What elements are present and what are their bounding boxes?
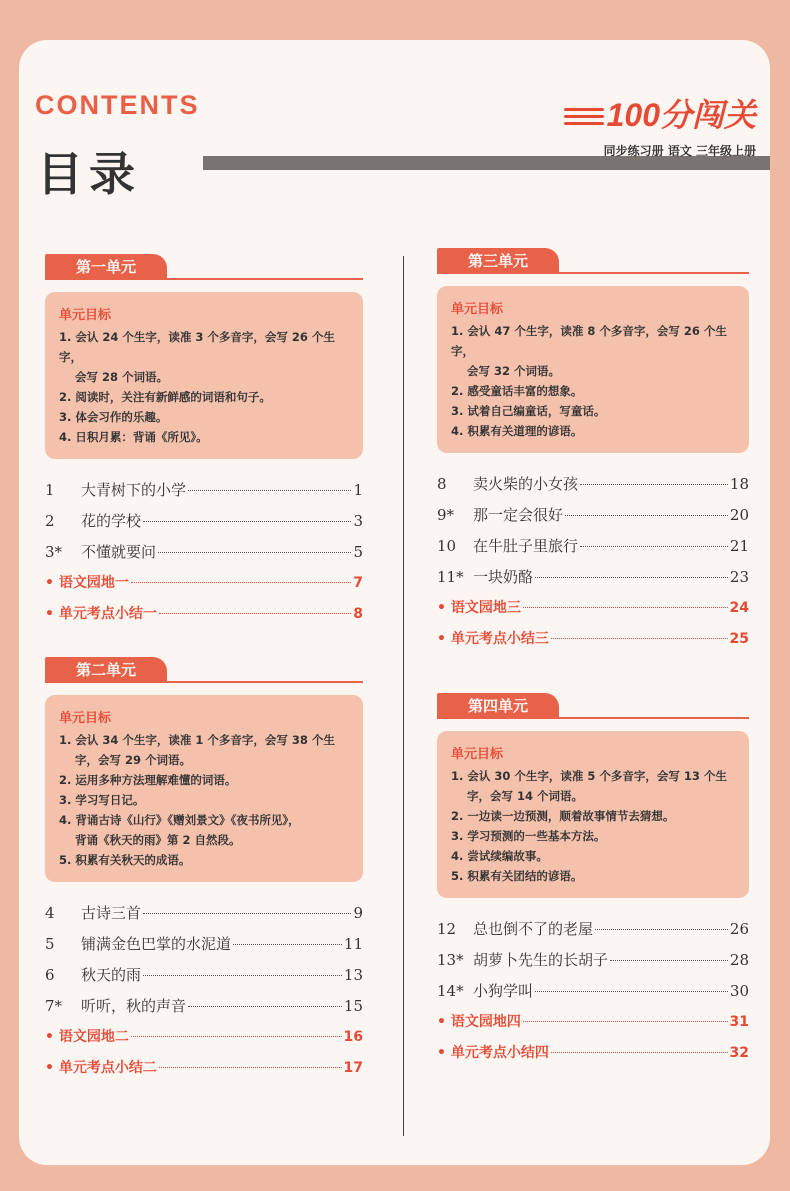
lesson-title: 铺满金色巴掌的水泥道 xyxy=(81,935,232,953)
lesson-number: 2 xyxy=(45,512,55,530)
lesson-title: • 单元考点小结三 xyxy=(437,628,549,648)
unit-tab: 第二单元 xyxy=(45,657,167,683)
unit-tab: 第一单元 xyxy=(45,254,167,280)
goal-text: 1. 会认 34 个生字，读准 1 个多音字，会写 38 个生 xyxy=(59,733,335,747)
unit-goals-title: 单元目标 xyxy=(59,711,112,726)
goal-text: 4. 背诵古诗《山行》《赠刘景文》《夜书所见》， xyxy=(59,813,300,827)
goal-text: 5. 积累有关团结的谚语。 xyxy=(451,869,583,883)
goal-text: 会写 32 个词语。 xyxy=(467,364,561,378)
page-number: 13 xyxy=(343,966,363,984)
page-number: 1 xyxy=(353,481,363,499)
toc-lesson-entry[interactable] xyxy=(437,949,749,980)
page-title: 目录 xyxy=(37,147,141,201)
page-number: 25 xyxy=(729,631,749,647)
goal-item xyxy=(451,381,735,401)
dot-leader xyxy=(535,991,728,992)
goal-item xyxy=(451,401,735,421)
page-number: 5 xyxy=(353,543,363,561)
page-number: 31 xyxy=(729,1014,749,1030)
toc-lesson-entry[interactable] xyxy=(45,541,363,572)
page-number: 21 xyxy=(729,537,749,555)
goal-item xyxy=(59,770,349,790)
lesson-title: 总也倒不了的老屋 xyxy=(473,920,594,938)
goal-text: 4. 尝试续编故事。 xyxy=(451,849,548,863)
lesson-title: • 单元考点小结二 xyxy=(45,1057,157,1077)
lesson-number: 6 xyxy=(45,966,55,984)
toc-lesson-entry[interactable] xyxy=(437,473,749,504)
brand xyxy=(604,90,756,159)
unit-goals-box xyxy=(45,695,363,882)
unit-4 xyxy=(437,693,749,1073)
toc-lesson-entry[interactable] xyxy=(437,918,749,949)
lesson-list xyxy=(437,473,749,659)
lesson-number: 4 xyxy=(45,904,55,922)
dot-leader xyxy=(131,582,351,583)
unit-goals-box xyxy=(45,292,363,459)
dot-leader xyxy=(535,577,728,578)
page-number: 24 xyxy=(729,600,749,616)
lesson-number: 5 xyxy=(45,935,55,953)
toc-lesson-entry[interactable] xyxy=(45,964,363,995)
page-number: 20 xyxy=(729,506,749,524)
lesson-title: • 语文园地一 xyxy=(45,572,129,592)
dot-leader xyxy=(233,944,342,945)
unit-goals-title: 单元目标 xyxy=(59,308,112,323)
lesson-title: 在牛肚子里旅行 xyxy=(473,537,579,555)
goal-text: 1. 会认 47 个生字，读准 8 个多音字，会写 26 个生字， xyxy=(451,324,727,358)
lesson-number: 14* xyxy=(437,982,464,1000)
page-number: 30 xyxy=(729,982,749,1000)
unit-header xyxy=(45,657,363,683)
toc-lesson-entry[interactable] xyxy=(437,980,749,1011)
brand-logo: 100分闯关 xyxy=(606,97,756,133)
dot-leader xyxy=(551,638,728,639)
lesson-list xyxy=(437,918,749,1073)
page-number: 26 xyxy=(729,920,749,938)
unit-header xyxy=(437,693,749,719)
lesson-title: 那一定会很好 xyxy=(473,506,564,524)
goal-item xyxy=(59,327,349,367)
toc-lesson-entry[interactable] xyxy=(45,479,363,510)
dot-leader xyxy=(143,521,351,522)
unit-goals-box xyxy=(437,731,749,898)
page-number: 3 xyxy=(353,512,363,530)
brand-stripes-icon xyxy=(564,108,604,129)
lesson-title: • 单元考点小结一 xyxy=(45,603,157,623)
lesson-title: 听听，秋的声音 xyxy=(81,997,187,1015)
goal-text: 1. 会认 24 个生字，读准 3 个多音字，会写 26 个生字， xyxy=(59,330,335,364)
goal-text: 字，会写 14 个词语。 xyxy=(467,789,584,803)
goal-item xyxy=(59,790,349,810)
lesson-title: 大青树下的小学 xyxy=(81,481,187,499)
toc-section-entry[interactable] xyxy=(437,597,749,628)
unit-goals-title: 单元目标 xyxy=(451,747,504,762)
lesson-title: 卖火柴的小女孩 xyxy=(473,475,579,493)
toc-lesson-entry[interactable] xyxy=(45,902,363,933)
dot-leader xyxy=(551,1052,728,1053)
unit-header xyxy=(45,254,363,280)
dot-leader xyxy=(188,1006,342,1007)
toc-lesson-entry[interactable] xyxy=(45,933,363,964)
goal-item xyxy=(451,361,735,381)
lesson-number: 1 xyxy=(45,481,55,499)
toc-lesson-entry[interactable] xyxy=(437,566,749,597)
page-number: 17 xyxy=(343,1060,363,1076)
goal-text: 3. 试着自己编童话，写童话。 xyxy=(451,404,606,418)
lesson-number: 8 xyxy=(437,475,447,493)
lesson-title: • 语文园地二 xyxy=(45,1026,129,1046)
goal-item xyxy=(59,830,349,850)
goal-text: 5. 积累有关秋天的成语。 xyxy=(59,853,191,867)
toc-section-entry[interactable] xyxy=(437,628,749,659)
toc-section-entry[interactable] xyxy=(437,1011,749,1042)
goal-item xyxy=(451,321,735,361)
dot-leader xyxy=(143,975,342,976)
goal-item xyxy=(451,766,735,786)
goal-item xyxy=(59,407,349,427)
lesson-number: 9* xyxy=(437,506,455,524)
toc-section-entry[interactable] xyxy=(45,1057,363,1088)
column-divider xyxy=(403,256,404,1136)
dot-leader xyxy=(523,607,728,608)
lesson-title: 不懂就要问 xyxy=(81,543,157,561)
goal-text: 4. 日积月累：背诵《所见》。 xyxy=(59,430,208,444)
goal-item xyxy=(59,387,349,407)
goal-item xyxy=(451,806,735,826)
lesson-title: 秋天的雨 xyxy=(81,966,142,984)
page xyxy=(19,40,770,1165)
page-number: 18 xyxy=(729,475,749,493)
dot-leader xyxy=(580,546,728,547)
goal-item xyxy=(451,866,735,886)
page-number: 8 xyxy=(353,606,363,622)
unit-goals-box xyxy=(437,286,749,453)
toc-lesson-entry[interactable] xyxy=(45,995,363,1026)
page-number: 15 xyxy=(343,997,363,1015)
dot-leader xyxy=(565,515,728,516)
dot-leader xyxy=(143,913,351,914)
goal-item xyxy=(451,826,735,846)
goal-item xyxy=(59,750,349,770)
lesson-title: 胡萝卜先生的长胡子 xyxy=(473,951,609,969)
page-number: 28 xyxy=(729,951,749,969)
page-number: 23 xyxy=(729,568,749,586)
goal-text: 2. 运用多种方法理解难懂的词语。 xyxy=(59,773,237,787)
goal-text: 2. 感受童话丰富的想象。 xyxy=(451,384,583,398)
dot-leader xyxy=(159,613,351,614)
toc-section-entry[interactable] xyxy=(45,1026,363,1057)
unit-header xyxy=(437,248,749,274)
toc-lesson-entry[interactable] xyxy=(437,504,749,535)
toc-section-entry[interactable] xyxy=(45,572,363,603)
brand-subtitle: 同步练习册 语文 三年级上册 xyxy=(603,144,756,158)
lesson-title: • 语文园地四 xyxy=(437,1011,521,1031)
goal-item xyxy=(59,730,349,750)
lesson-title: • 单元考点小结四 xyxy=(437,1042,549,1062)
lesson-list xyxy=(45,479,363,634)
toc-lesson-entry[interactable] xyxy=(45,510,363,541)
lesson-title: 古诗三首 xyxy=(81,904,142,922)
page-number: 7 xyxy=(353,575,363,591)
unit-2 xyxy=(45,657,363,1088)
goal-item xyxy=(451,846,735,866)
toc-lesson-entry[interactable] xyxy=(437,535,749,566)
unit-goals-title: 单元目标 xyxy=(451,302,504,317)
unit-tab: 第三单元 xyxy=(437,248,559,274)
page-number: 9 xyxy=(353,904,363,922)
goal-text: 3. 学习写日记。 xyxy=(59,793,145,807)
goal-item xyxy=(451,421,735,441)
unit-tab: 第四单元 xyxy=(437,693,559,719)
goal-text: 2. 阅读时，关注有新鲜感的词语和句子。 xyxy=(59,390,271,404)
goal-item xyxy=(59,850,349,870)
lesson-number: 3* xyxy=(45,543,63,561)
goal-text: 3. 学习预测的一些基本方法。 xyxy=(451,829,606,843)
lesson-title: 小狗学叫 xyxy=(473,982,534,1000)
lesson-list xyxy=(45,902,363,1088)
goal-text: 4. 积累有关道理的谚语。 xyxy=(451,424,583,438)
dot-leader xyxy=(188,490,351,491)
dot-leader xyxy=(580,484,728,485)
goal-item xyxy=(59,367,349,387)
toc-section-entry[interactable] xyxy=(437,1042,749,1073)
lesson-title: 花的学校 xyxy=(81,512,142,530)
goal-item xyxy=(59,810,349,830)
dot-leader xyxy=(158,552,351,553)
goal-text: 1. 会认 30 个生字，读准 5 个多音字，会写 13 个生 xyxy=(451,769,727,783)
toc-section-entry[interactable] xyxy=(45,603,363,634)
goal-text: 2. 一边读一边预测，顺着故事情节去猜想。 xyxy=(451,809,675,823)
lesson-title: • 语文园地三 xyxy=(437,597,521,617)
page-number: 32 xyxy=(729,1045,749,1061)
goal-text: 字，会写 29 个词语。 xyxy=(75,753,192,767)
unit-1 xyxy=(45,254,363,634)
lesson-number: 7* xyxy=(45,997,63,1015)
lesson-number: 10 xyxy=(437,537,457,555)
dot-leader xyxy=(610,960,728,961)
goal-item xyxy=(451,786,735,806)
lesson-number: 12 xyxy=(437,920,457,938)
page-number: 11 xyxy=(343,935,363,953)
unit-3 xyxy=(437,248,749,659)
page-number: 16 xyxy=(343,1029,363,1045)
goal-item xyxy=(59,427,349,447)
dot-leader xyxy=(595,929,728,930)
goal-text: 背诵《秋天的雨》第 2 自然段。 xyxy=(75,833,241,847)
dot-leader xyxy=(159,1067,342,1068)
goal-text: 3. 体会习作的乐趣。 xyxy=(59,410,168,424)
lesson-number: 13* xyxy=(437,951,464,969)
contents-label: CONTENTS xyxy=(35,90,200,120)
lesson-title: 一块奶酪 xyxy=(473,568,534,586)
goal-text: 会写 28 个词语。 xyxy=(75,370,169,384)
dot-leader xyxy=(523,1021,728,1022)
dot-leader xyxy=(131,1036,342,1037)
lesson-number: 11* xyxy=(437,568,464,586)
